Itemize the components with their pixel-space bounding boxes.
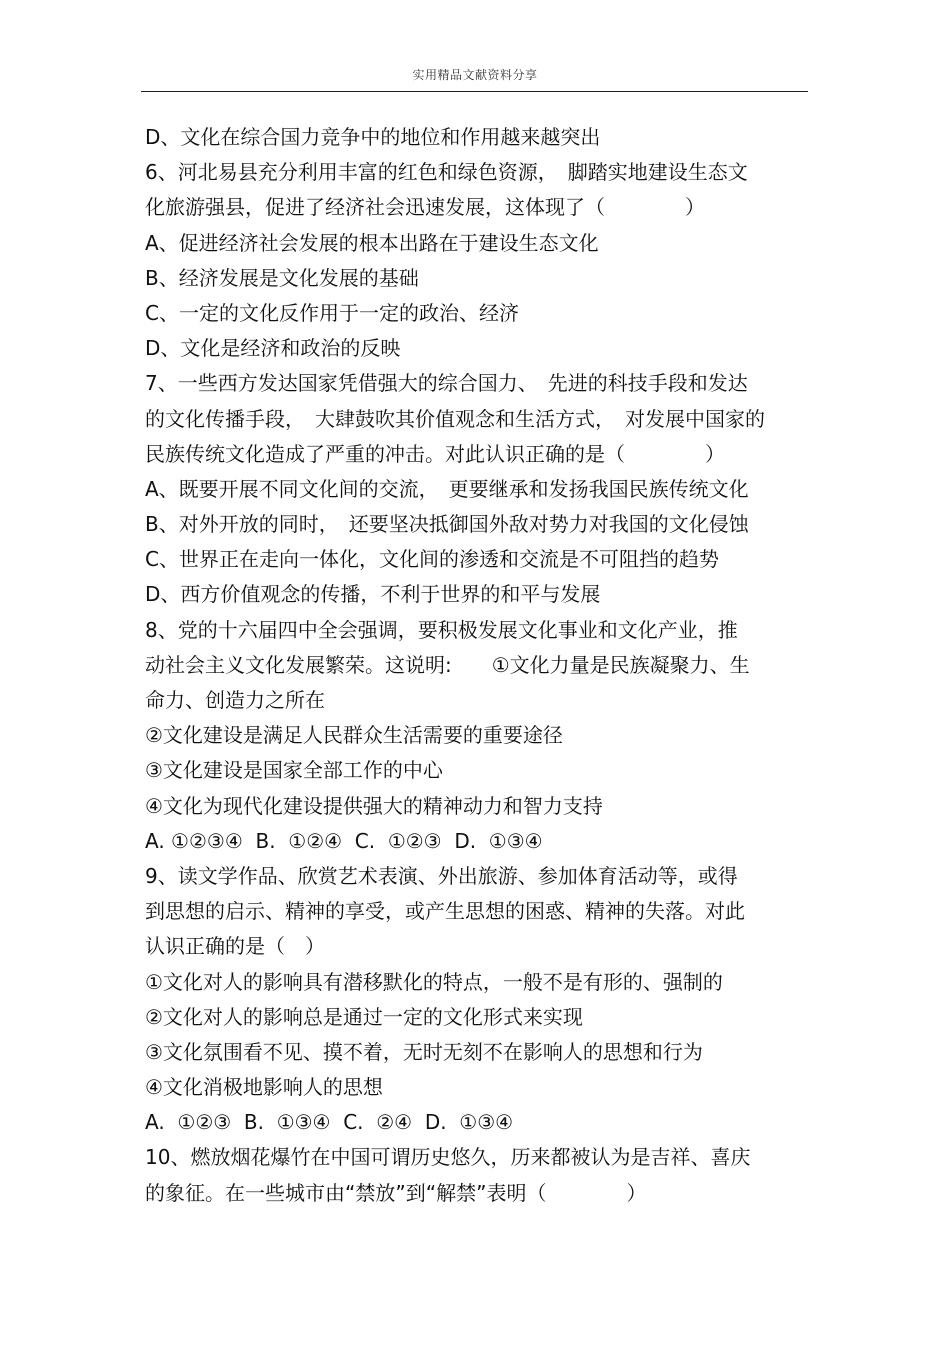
text-line: 的象征。在一些城市由“禁放”到“解禁”表明（ ）	[145, 1180, 647, 1205]
page-header: 实用精品文献资料分享	[412, 68, 538, 82]
text-line: 到思想的启示、精神的享受，或产生思想的困惑、精神的失落。对此	[145, 899, 745, 924]
text-line: B、经济发展是文化发展的基础	[145, 265, 419, 290]
text-line: ④文化消极地影响人的思想	[145, 1075, 383, 1100]
text-line: A、既要开展不同文化间的交流， 更要继承和发扬我国民族传统文化	[145, 476, 749, 501]
text-line: ②文化建设是满足人民群众生活需要的重要途径	[145, 723, 563, 748]
text-line: ②文化对人的影响总是通过一定的文化形式来实现	[145, 1004, 583, 1029]
text-line: ③文化氛围看不见、摸不着，无时无刻不在影响人的思想和行为	[145, 1039, 703, 1064]
text-line: B、对外开放的同时， 还要坚决抵御国外敌对势力对我国的文化侵蚀	[145, 512, 749, 537]
text-line: A. ①②③④ B. ①②④ C. ①②③ D. ①③④	[145, 828, 543, 853]
text-line: ④文化为现代化建设提供强大的精神动力和智力支持	[145, 793, 603, 818]
text-line: A、促进经济社会发展的根本出路在于建设生态文化	[145, 230, 599, 255]
text-line: D、文化在综合国力竞争中的地位和作用越来越突出	[145, 125, 601, 149]
text-line: A. ①②③ B. ①③④ C. ②④ D. ①③④	[145, 1110, 514, 1135]
text-line: ③文化建设是国家全部工作的中心	[145, 758, 443, 783]
text-line: 7、一些西方发达国家凭借强大的综合国力、 先进的科技手段和发达	[145, 371, 748, 396]
text-line: 6、河北易县充分利用丰富的红色和绿色资源， 脚踏实地建设生态文	[145, 160, 748, 185]
header-divider	[141, 91, 808, 92]
text-line: C、世界正在走向一体化，文化间的渗透和交流是不可阻挡的趋势	[145, 547, 719, 572]
text-line: 的文化传播手段， 大肆鼓吹其价值观念和生活方式， 对发展中国家的	[145, 406, 765, 431]
text-line: 8、党的十六届四中全会强调，要积极发展文化事业和文化产业，推	[145, 617, 738, 642]
text-line: 10、燃放烟花爆竹在中国可谓历史悠久，历来都被认为是吉祥、喜庆	[145, 1145, 751, 1170]
text-line: C、一定的文化反作用于一定的政治、经济	[145, 300, 519, 325]
text-line: D、文化是经济和政治的反映	[145, 336, 401, 361]
text-line: 动社会主义文化发展繁荣。这说明: ①文化力量是民族凝聚力、生	[145, 652, 750, 677]
text-line: ①文化对人的影响具有潜移默化的特点，一般不是有形的、强制的	[145, 969, 723, 994]
text-line: 认识正确的是（ ）	[145, 934, 325, 959]
text-line: 化旅游强县，促进了经济社会迅速发展，这体现了（ ）	[145, 195, 705, 220]
document-body	[145, 120, 805, 1211]
text-line: 命力、创造力之所在	[145, 688, 325, 712]
text-line: D、西方价值观念的传播，不利于世界的和平与发展	[145, 582, 601, 607]
text-line: 民族传统文化造成了严重的冲击。对此认识正确的是（ ）	[145, 441, 725, 466]
text-line: 9、读文学作品、欣赏艺术表演、外出旅游、参加体育活动等，或得	[145, 863, 738, 888]
